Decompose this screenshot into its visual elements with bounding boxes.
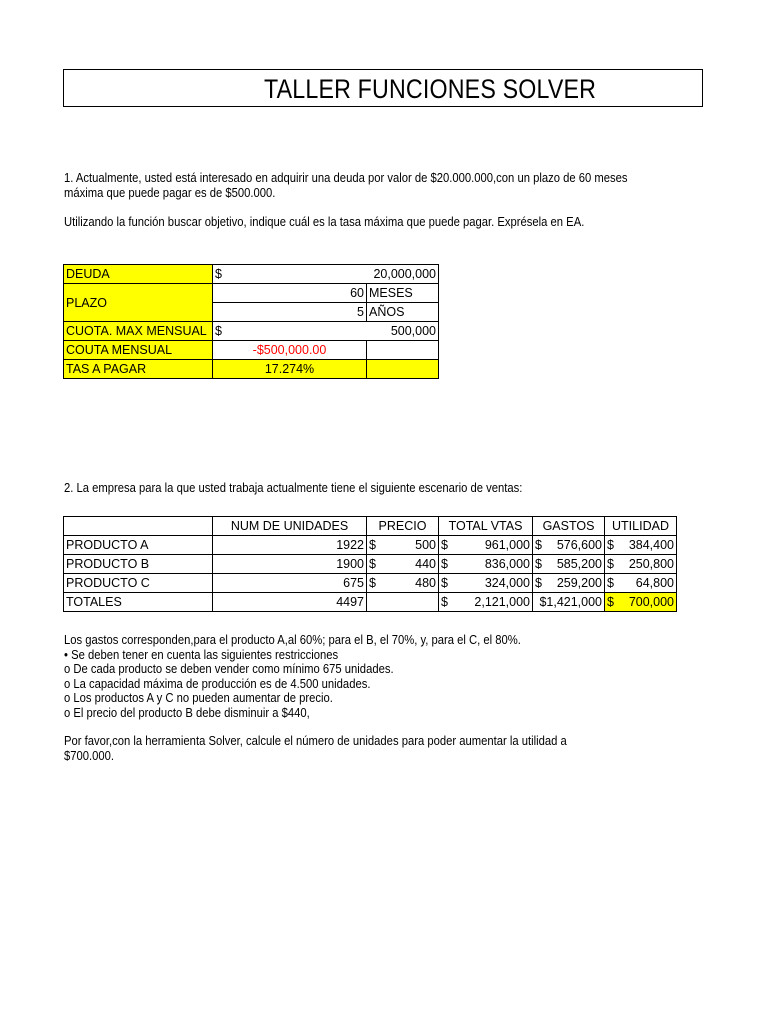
tasa-value[interactable]: 17.274% (213, 360, 367, 379)
couta-mensual-value[interactable]: -$500,000.00 (213, 341, 367, 360)
utilidad-value: 384,400 (628, 538, 674, 552)
notes-line-7: Por favor,con la herramienta Solver, calcule el número de unidades para poder aumentar la utilidad a (64, 734, 567, 748)
notes-line-4: o La capacidad máxima de producción es de 4.500 unidades. (64, 677, 371, 691)
currency-symbol: $ (441, 538, 448, 552)
couta-mensual-label: COUTA MENSUAL (64, 341, 213, 360)
cuota-max-cell[interactable] (213, 322, 439, 341)
utilidad-cell[interactable] (605, 574, 677, 593)
empty-cell (367, 341, 439, 360)
question-1-line-2: máxima que puede pagar es de $500.000. (64, 186, 276, 200)
table-row (64, 360, 439, 379)
header-price: PRECIO (367, 517, 439, 536)
cuota-max-label: CUOTA. MAX MENSUAL (64, 322, 213, 341)
product-name: PRODUCTO A (64, 536, 213, 555)
deuda-label: DEUDA (64, 265, 213, 284)
tasa-empty-cell (367, 360, 439, 379)
total-cell[interactable] (439, 536, 533, 555)
gastos-cell[interactable] (533, 536, 605, 555)
header-total-vtas: TOTAL VTAS (439, 517, 533, 536)
price-cell[interactable] (367, 555, 439, 574)
notes-line-5: o Los productos A y C no pueden aumentar de precio. (64, 691, 333, 705)
units-cell[interactable]: 1922 (213, 536, 367, 555)
loan-table (63, 264, 439, 379)
notes-line-3: o De cada producto se deben vender como mínimo 675 unidades. (64, 662, 394, 676)
page-title: TALLER FUNCIONES SOLVER (264, 74, 597, 104)
totals-label: TOTALES (64, 593, 213, 612)
plazo-meses-unit: MESES (367, 284, 439, 303)
totals-utilidad-cell[interactable] (605, 593, 677, 612)
total-cell[interactable] (439, 555, 533, 574)
currency-symbol: $ (607, 576, 614, 590)
utilidad-value: 250,800 (628, 557, 674, 571)
cuota-max-value: 500,000 (390, 324, 436, 338)
currency-symbol: $ (535, 557, 542, 571)
total-value: 324,000 (484, 576, 530, 590)
notes-line-1: Los gastos corresponden,para el producto A,al 60%; para el B, el 70%, y, para el C, el 80%. (64, 633, 521, 647)
price-value: 500 (415, 538, 436, 552)
plazo-meses-value[interactable]: 60 (213, 284, 367, 303)
currency-symbol: $ (441, 557, 448, 571)
table-header-row (64, 517, 677, 536)
units-cell[interactable]: 1900 (213, 555, 367, 574)
gastos-value: 576,600 (556, 538, 602, 552)
currency-symbol: $ (441, 595, 448, 609)
currency-symbol: $ (369, 538, 376, 552)
table-row (64, 536, 677, 555)
currency-symbol: $ (369, 557, 376, 571)
header-units: NUM DE UNIDADES (213, 517, 367, 536)
table-row (64, 265, 439, 284)
currency-symbol: $ (607, 557, 614, 571)
question-1-line-1: 1. Actualmente, usted está interesado en adquirir una deuda por valor de $20.000.000,con un plazo de 60 meses (64, 171, 628, 185)
utilidad-cell[interactable] (605, 555, 677, 574)
tasa-label: TAS A PAGAR (64, 360, 213, 379)
currency-symbol: $ (215, 324, 222, 338)
table-row (64, 322, 439, 341)
totals-utilidad-value: 700,000 (628, 595, 674, 609)
currency-symbol: $ (607, 595, 614, 609)
utilidad-cell[interactable] (605, 536, 677, 555)
currency-symbol: $ (441, 576, 448, 590)
table-row (64, 555, 677, 574)
sales-table (63, 516, 677, 612)
totals-gastos-cell[interactable]: $1,421,000 (533, 593, 605, 612)
header-utilidad: UTILIDAD (605, 517, 677, 536)
gastos-value: 585,200 (556, 557, 602, 571)
total-value: 961,000 (484, 538, 530, 552)
plazo-label: PLAZO (64, 284, 213, 322)
title-box (63, 69, 703, 107)
table-row (64, 341, 439, 360)
currency-symbol: $ (215, 267, 222, 281)
plazo-anos-value[interactable]: 5 (213, 303, 367, 322)
notes-line-8: $700.000. (64, 749, 115, 763)
table-row (64, 284, 439, 303)
gastos-value: 259,200 (556, 576, 602, 590)
totals-total-value: 2,121,000 (474, 595, 530, 609)
price-value: 440 (415, 557, 436, 571)
header-empty (64, 517, 213, 536)
total-cell[interactable] (439, 574, 533, 593)
utilidad-value: 64,800 (635, 576, 674, 590)
notes-line-6: o El precio del producto B debe disminuir a $440, (64, 706, 310, 720)
deuda-value: 20,000,000 (373, 267, 436, 281)
currency-symbol: $ (607, 538, 614, 552)
question-1-line-3: Utilizando la función buscar objetivo, indique cuál es la tasa máxima que puede pagar. Exprésela en EA. (64, 215, 585, 229)
currency-symbol: $ (535, 538, 542, 552)
totals-total-cell[interactable] (439, 593, 533, 612)
table-row (64, 574, 677, 593)
product-name: PRODUCTO C (64, 574, 213, 593)
totals-price-empty (367, 593, 439, 612)
plazo-anos-unit: AÑOS (367, 303, 439, 322)
question-2-line-1: 2. La empresa para la que usted trabaja actualmente tiene el siguiente escenario de ventas: (64, 481, 523, 495)
notes-line-2: • Se deben tener en cuenta las siguientes restricciones (64, 648, 339, 662)
totals-units-cell[interactable]: 4497 (213, 593, 367, 612)
product-name: PRODUCTO B (64, 555, 213, 574)
price-cell[interactable] (367, 536, 439, 555)
totals-row (64, 593, 677, 612)
currency-symbol: $ (535, 576, 542, 590)
header-gastos: GASTOS (533, 517, 605, 536)
total-value: 836,000 (484, 557, 530, 571)
deuda-cell[interactable] (213, 265, 439, 284)
gastos-cell[interactable] (533, 574, 605, 593)
gastos-cell[interactable] (533, 555, 605, 574)
units-cell[interactable]: 675 (213, 574, 367, 593)
price-cell[interactable] (367, 574, 439, 593)
currency-symbol: $ (369, 576, 376, 590)
price-value: 480 (415, 576, 436, 590)
